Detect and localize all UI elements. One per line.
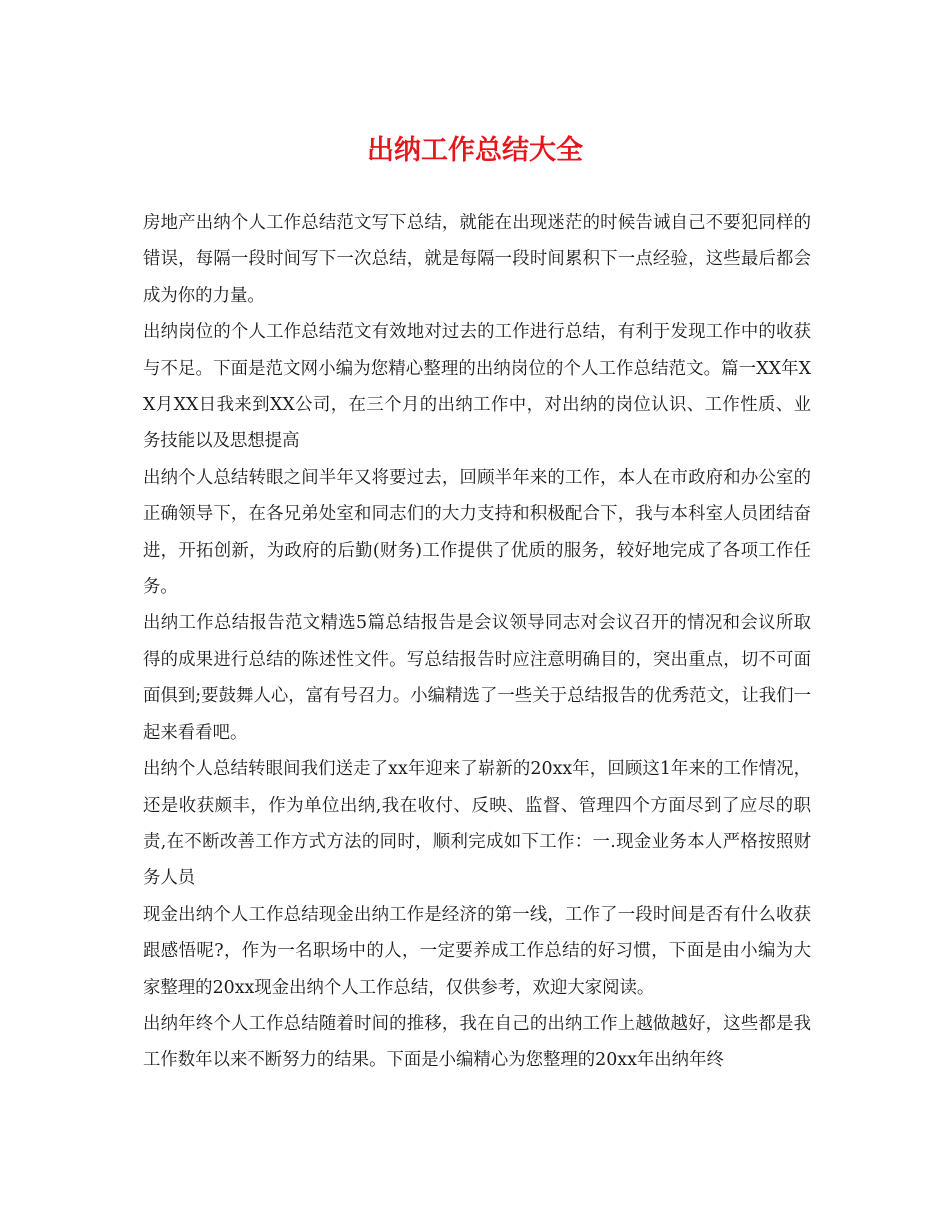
paragraph: 房地产出纳个人工作总结范文写下总结，就能在出现迷茫的时候告诫自己不要犯同样的错误，每隔一段时间写下一次总结，就是每隔一段时间累积下一点经验，这些最后都会成为你的力量。 xyxy=(143,213,811,306)
paragraph: 出纳工作总结报告范文精选5篇总结报告是会议领导同志对会议召开的情况和会议所取得的成果进行总结的陈述性文件。写总结报告时应注意明确目的，突出重点，切不可面面俱到;要鼓舞人心，富有号召力。小编精选了一些关于总结报告的优秀范文，让我们一起来看看吧。 xyxy=(143,613,811,743)
paragraph: 出纳年终个人工作总结随着时间的推移，我在自己的出纳工作上越做越好，这些都是我工作数年以来不断努力的结果。下面是小编精心为您整理的20xx年出纳年终 xyxy=(143,1013,811,1071)
paragraph: 出纳个人总结转眼间我们送走了xx年迎来了崭新的20xx年，回顾这1年来的工作情况，还是收获颇丰，作为单位出纳,我在收付、反映、监督、管理四个方面尽到了应尽的职责,在不断改善工作方式方法的同时，顺利完成如下工作：一.现金业务本人严格按照财务人员 xyxy=(143,759,811,889)
document-body xyxy=(143,205,811,1079)
paragraph: 出纳个人总结转眼之间半年又将要过去，回顾半年来的工作，本人在市政府和办公室的正确领导下，在各兄弟处室和同志们的大力支持和积极配合下，我与本科室人员团结奋进，开拓创新，为政府的后勤(财务)工作提供了优质的服务，较好地完成了各项工作任务。 xyxy=(143,467,811,598)
paragraph: 出纳岗位的个人工作总结范文有效地对过去的工作进行总结，有利于发现工作中的收获与不足。下面是范文网小编为您精心整理的出纳岗位的个人工作总结范文。篇一XX年XX月XX日我来到XX公司，在三个月的出纳工作中，对出纳的岗位认识、工作性质、业务技能以及思想提高 xyxy=(143,322,811,452)
document-title: 出纳工作总结大全 xyxy=(367,135,583,166)
paragraph: 现金出纳个人工作总结现金出纳工作是经济的第一线，工作了一段时间是否有什么收获跟感悟呢?，作为一名职场中的人，一定要养成工作总结的好习惯，下面是由小编为大家整理的20xx现金出纳个人工作总结，仅供参考，欢迎大家阅读。 xyxy=(143,904,811,998)
